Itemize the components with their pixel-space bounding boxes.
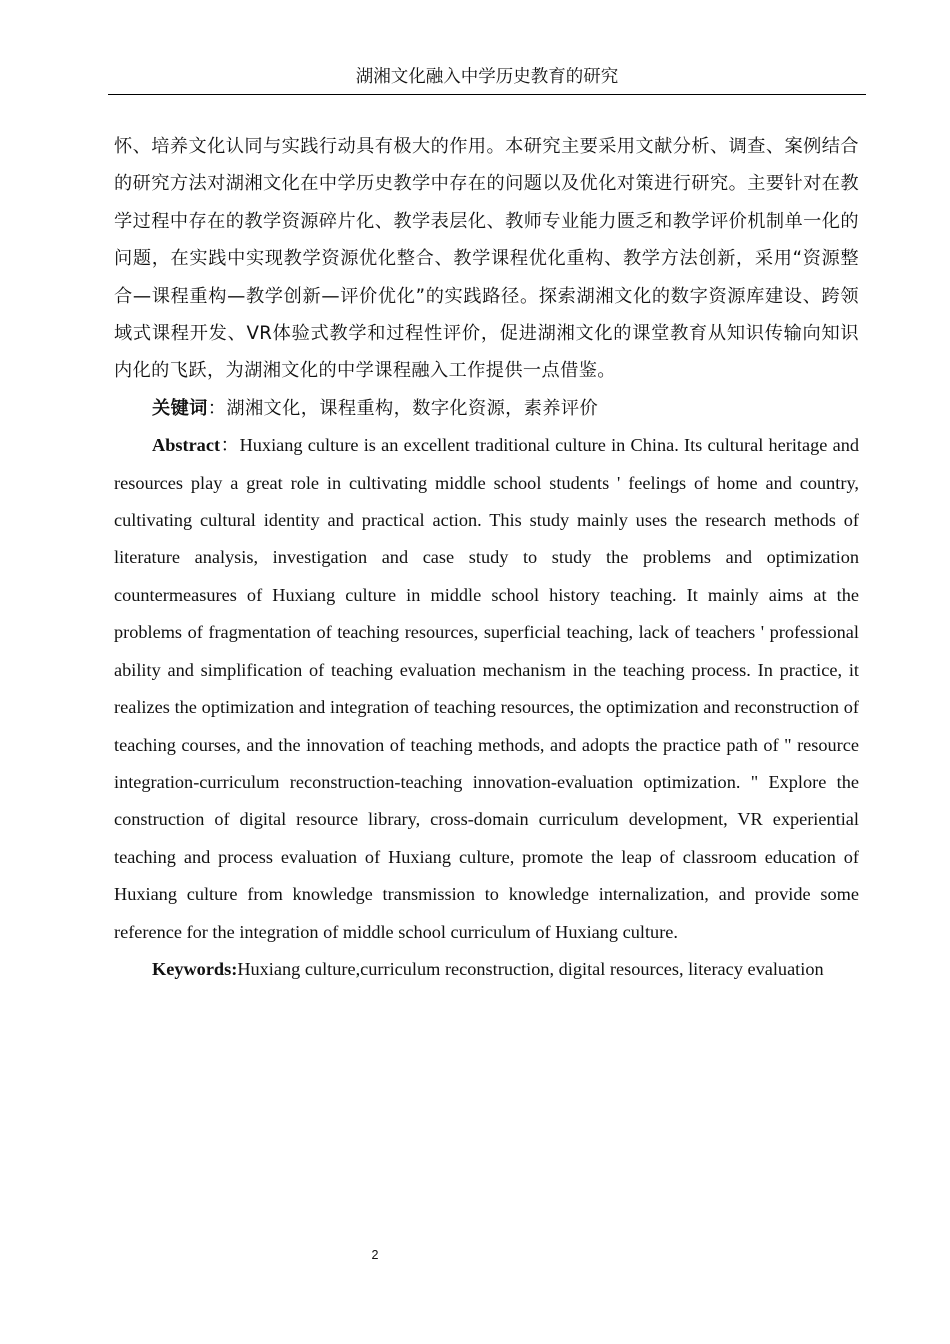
english-keywords-label: Keywords: (152, 958, 238, 979)
english-abstract-body: Huxiang culture is an excellent traditional culture in China. Its cultural heritage and resources play a great role in cultivating middle school students ' feelings of home and country, cultivating cultural identity and practical action. This study mainly uses the research methods of literature analysis, investigation and case study to study the problems and optimization countermeasures of Huxiang culture in middle school history teaching. It mainly aims at the problems of fragmentation of teaching resources, superficial teaching, lack of teachers ' professional ability and simplification of teaching evaluation mechanism in the teaching process. In practice, it realizes the optimization and integration of teaching resources, the optimization and reconstruction of teaching courses, and the innovation of teaching methods, and adopts the practice path of " resource integration-curriculum reconstruction-teaching innovation-evaluation optimization. " Explore the construction of digital resource library, cross-domain curriculum development, VR experiential teaching and process evaluation of Huxiang culture, promote the leap of classroom education of Huxiang culture from knowledge transmission to knowledge internalization, and provide some reference for the integration of middle school curriculum of Huxiang culture. (114, 435, 859, 942)
header-title: 湖湘文化融入中学历史教育的研究 (355, 67, 619, 87)
english-abstract (114, 427, 859, 951)
chinese-keywords-separator: ： (207, 397, 227, 419)
chinese-keywords-text: 湖湘文化，课程重构，数字化资源，素养评价 (226, 397, 599, 419)
chinese-abstract-body: 怀、培养文化认同与实践行动具有极大的作用。本研究主要采用文献分析、调查、案例结合的研究方法对湖湘文化在中学历史教学中存在的问题以及优化对策进行研究。主要针对在教学过程中存在的教学资源碎片化、教学表层化、教师专业能力匮乏和教学评价机制单一化的问题，在实践中实现教学资源优化整合、教学课程优化重构、教学方法创新，采用“资源整合—课程重构—教学创新—评价优化”的实践路径。探索湖湘文化的数字资源库建设、跨领域式课程开发、VR体验式教学和过程性评价，促进湖湘文化的课堂教育从知识传输向知识内化的飞跃，为湖湘文化的中学课程融入工作提供一点借鉴。 (114, 136, 859, 382)
page-header (108, 62, 866, 95)
english-keywords-text: Huxiang culture,curriculum reconstruction, digital resources, literacy evaluation (237, 958, 824, 979)
chinese-keywords-label: 关键词 (152, 397, 208, 419)
page-number: 2 (371, 1248, 379, 1262)
page-content (114, 128, 859, 988)
english-abstract-label: Abstract (152, 435, 221, 456)
english-keywords (114, 951, 859, 988)
chinese-keywords (114, 390, 859, 427)
english-abstract-separator: ： (220, 435, 240, 456)
